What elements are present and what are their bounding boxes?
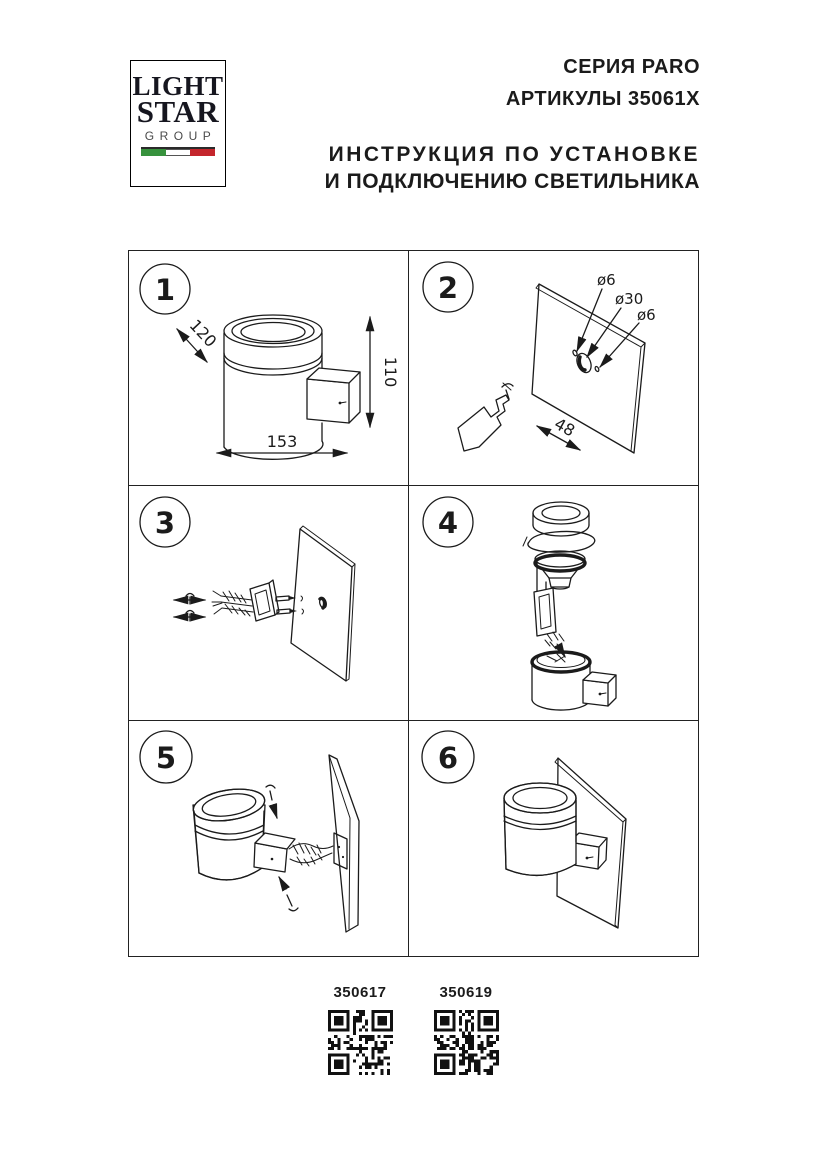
step-3-drawing [129, 486, 409, 721]
instruction-title-line2: И ПОДКЛЮЧЕНИЮ СВЕТИЛЬНИКА [324, 170, 700, 193]
hole-bottom-label: ø6 [637, 306, 656, 324]
instruction-title [325, 141, 700, 195]
step-2-drawing [409, 251, 698, 486]
wall-panel-drawing [291, 526, 355, 681]
step-panel-1 [129, 251, 409, 486]
step-number: 6 [437, 741, 459, 775]
wall-panel-drawing [532, 284, 645, 453]
steps-grid [128, 250, 699, 957]
dim-depth-label: 120 [185, 315, 221, 351]
qr-code [328, 1010, 393, 1075]
wires-bundle [212, 591, 253, 616]
wall-lamp-drawing [504, 783, 607, 875]
dim-width-label: 153 [266, 432, 298, 451]
mounting-box [254, 833, 295, 872]
wall-panel-drawing [329, 755, 359, 932]
step-panel-2 [409, 251, 698, 486]
articles-title: АРТИКУЛЫ 35061X [505, 88, 700, 110]
step-number-badge [140, 264, 190, 314]
step-4-drawing [409, 486, 698, 721]
step-6-drawing [409, 721, 698, 956]
step-number-badge [423, 497, 473, 547]
step-panel-4 [409, 486, 698, 721]
italian-flag-bar [141, 147, 215, 156]
step-number: 3 [154, 506, 176, 540]
step-5-drawing [129, 721, 409, 956]
header-titles [506, 56, 700, 111]
article-number: 350617 [333, 984, 387, 1001]
screw-icon [279, 877, 298, 911]
step-number: 5 [155, 741, 177, 775]
dim-offset-label: 48 [551, 413, 579, 441]
logo-word-light: LIGHT [132, 71, 224, 101]
flag-white-stripe [166, 149, 191, 156]
qr-code [434, 1010, 499, 1075]
flag-green-stripe [141, 149, 166, 156]
wall-lamp-drawing [191, 785, 295, 880]
hole-mid-label: ø30 [615, 290, 644, 308]
step-number-badge [140, 497, 190, 547]
drill-icon [458, 383, 513, 451]
hole-top-label: ø6 [597, 271, 616, 289]
step-number-badge [422, 731, 474, 783]
qr-block [327, 984, 393, 1075]
step-number-badge [140, 731, 192, 783]
dimension-width [217, 432, 347, 453]
step-number-badge [423, 262, 473, 312]
step-number: 4 [437, 506, 459, 540]
step-number: 1 [154, 273, 176, 307]
screw-icon [174, 611, 205, 622]
dimension-height [370, 317, 400, 427]
step-panel-3 [129, 486, 409, 721]
article-number: 350619 [439, 984, 493, 1001]
logo-word-star: STAR [136, 94, 220, 129]
gasket-ring [523, 531, 595, 552]
logo-word-group: GROUP [144, 129, 217, 143]
flag-red-stripe [190, 149, 215, 156]
bracket [534, 563, 556, 636]
wires-bundle [289, 843, 333, 866]
lightstar-logo [130, 60, 226, 187]
instruction-title-line1: ИНСТРУКЦИЯ ПО УСТАНОВКЕ [328, 143, 700, 166]
dimension-depth [177, 316, 220, 362]
mounting-box [307, 368, 360, 423]
step-panel-6 [409, 721, 698, 956]
mounting-bracket [250, 580, 279, 621]
step-number: 2 [437, 271, 459, 305]
step-panel-5 [129, 721, 409, 956]
series-title: СЕРИЯ PARO [563, 56, 700, 78]
lamp-body [532, 652, 616, 710]
screw-icon [174, 594, 205, 605]
dim-height-label: 110 [381, 356, 400, 388]
dimension-offset [537, 414, 580, 450]
qr-block [433, 984, 499, 1075]
qr-footer [0, 984, 826, 1075]
screw-icon [266, 785, 277, 818]
top-ring [533, 502, 589, 536]
diffuser [535, 551, 585, 589]
anchor-bolts [276, 596, 304, 614]
step-1-drawing [129, 251, 409, 486]
